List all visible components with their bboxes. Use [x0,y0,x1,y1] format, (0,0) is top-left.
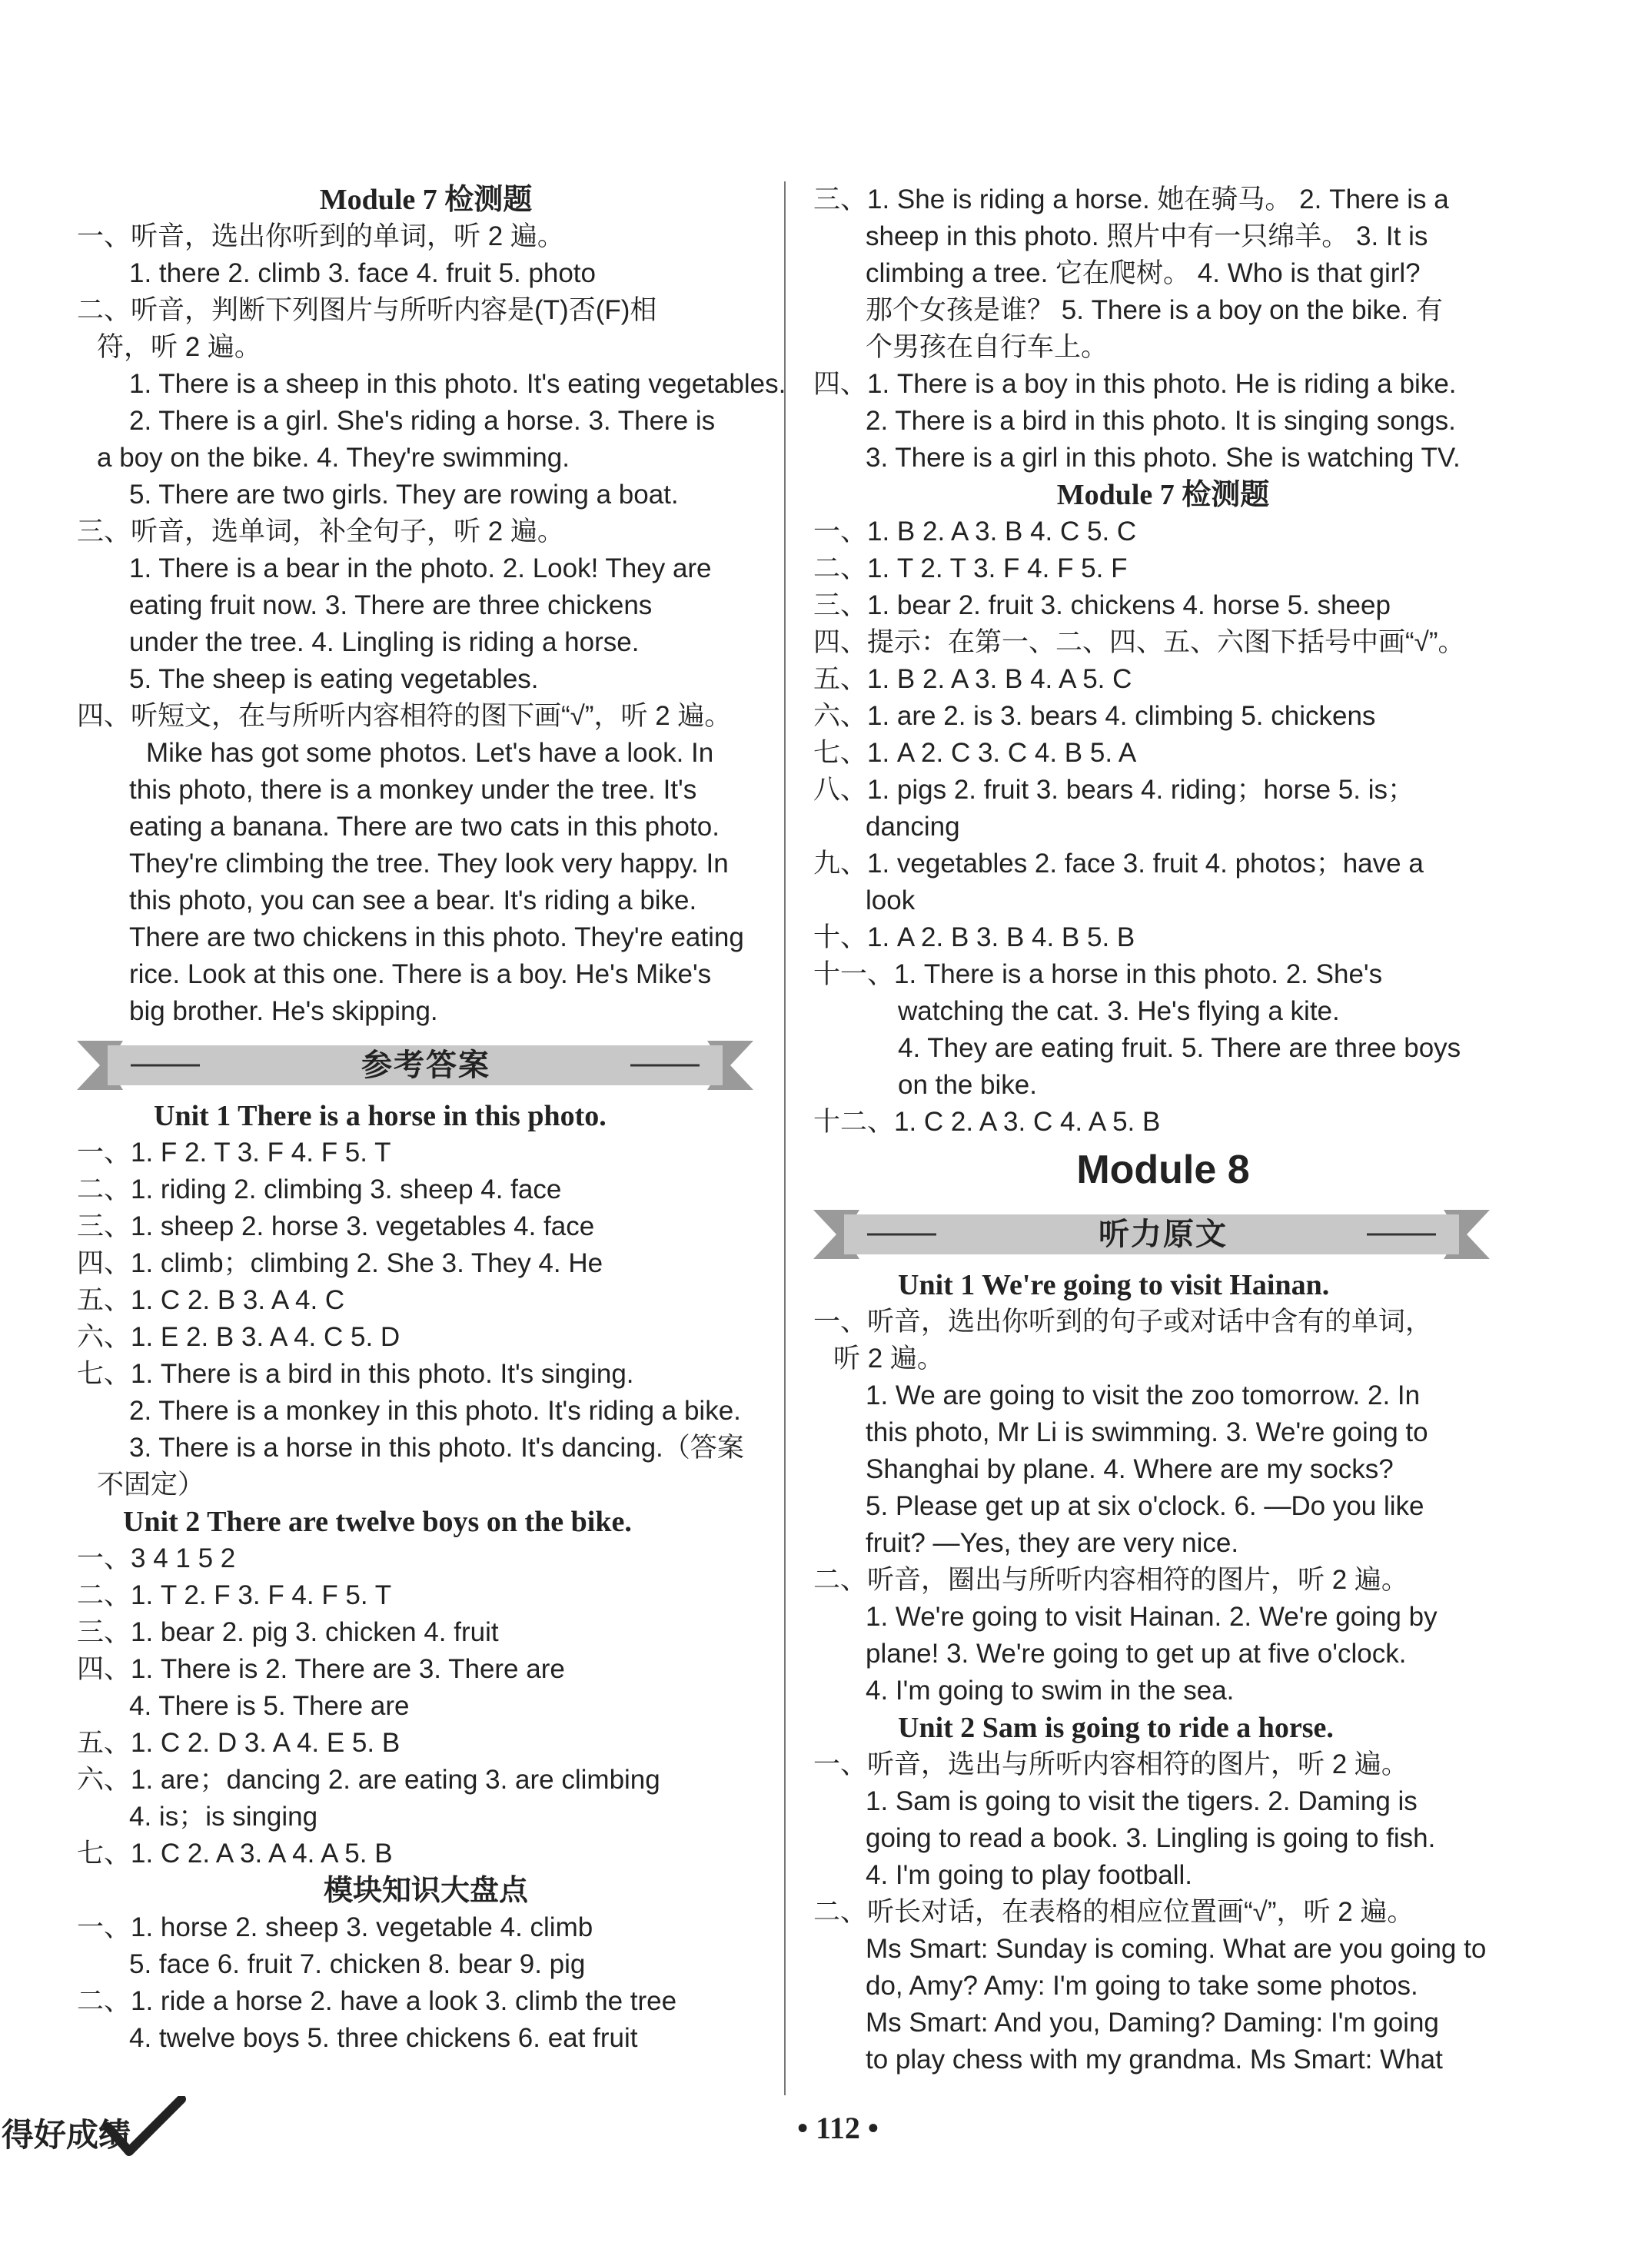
answer-line: 那个女孩是谁？ 5. There is a boy on the bike. 有 [866,295,1443,325]
passage-line: There are two chickens in this photo. They're eating [129,922,744,952]
listening-question: 二、听长对话，在表格的相应位置画“√”，听 2 遍。 [813,1897,1414,1927]
answers-banner [77,1038,775,1093]
column-divider [784,181,786,2095]
listening-line: 1. We're going to visit Hainan. 2. We're going by [866,1602,1438,1632]
listening-line: 4. I'm going to swim in the sea. [866,1676,1235,1706]
test-answer: 三、1. bear 2. fruit 3. chickens 4. horse 5. sheep [813,590,1391,620]
listening-line: 1. Sam is going to visit the tigers. 2. Daming is [866,1786,1418,1816]
unit2-answer: 二、1. T 2. F 3. F 4. F 5. T [77,1580,392,1610]
listening-line: this photo, Mr Li is swimming. 3. We're going to [866,1417,1428,1447]
test-answer: 四、提示：在第一、二、四、五、六图下括号中画“√”。 [813,627,1465,657]
question-4: 四、听短文，在与所听内容相符的图下画“√”，听 2 遍。 [77,701,732,731]
unit2-answer: 五、1. C 2. D 3. A 4. E 5. B [77,1728,401,1758]
question-3-line: under the tree. 4. Lingling is riding a horse. [129,627,640,657]
brand-logo [2,2110,131,2156]
listening-line: fruit? —Yes, they are very nice. [866,1528,1239,1558]
module8-heading: Module 8 [1076,1148,1250,1192]
unit1-answer: 二、1. riding 2. climbing 3. sheep 4. face [77,1174,562,1204]
question-1: 一、听音，选出你听到的单词，听 2 遍。 [77,221,564,251]
listening-line: 5. Please get up at six o'clock. 6. —Do you like [866,1491,1424,1521]
answer-line: 个男孩在自行车上。 [866,332,1109,362]
page-number: • 112 • [797,2111,879,2145]
question-2-line: 1. There is a sheep in this photo. It's eating vegetables. [129,369,786,399]
passage-line: this photo, you can see a bear. It's riding a bike. [129,885,697,915]
answer-line: 3. There is a girl in this photo. She is watching TV. [866,443,1461,473]
unit2-title: Unit 2 There are twelve boys on the bike. [123,1506,632,1538]
unit1-answer: 三、1. sheep 2. horse 3. vegetables 4. face [77,1211,595,1241]
passage-line: this photo, there is a monkey under the tree. It's [129,775,697,805]
passage-line: eating a banana. There are two cats in this photo. [129,812,720,842]
unit1-answer: 五、1. C 2. B 3. A 4. C [77,1285,345,1315]
passage-line: big brother. He's skipping. [129,996,438,1026]
question-2-line: 2. There is a girl. She's riding a horse. 3. There is [129,406,716,436]
question-3-line: 1. There is a bear in the photo. 2. Look! They are [129,553,712,583]
test-answer: 十一、1. There is a horse in this photo. 2. She's [813,959,1383,989]
test-answer: dancing [866,812,960,842]
unit1-answer: 2. There is a monkey in this photo. It's riding a bike. [129,1396,741,1426]
question-3: 三、听音，选单词，补全句子，听 2 遍。 [77,517,564,546]
listening-line: 4. I'm going to play football. [866,1860,1192,1890]
test-answer: 五、1. B 2. A 3. B 4. A 5. C [813,664,1132,694]
unit1-answer: 不固定） [97,1470,205,1500]
unit1-answer: 3. There is a horse in this photo. It's dancing.（答案 [129,1433,744,1463]
question-2-cont: 符，听 2 遍。 [97,332,261,362]
summary-title: 模块知识大盘点 [323,1875,528,1907]
test-answer: 十、1. A 2. B 3. B 4. B 5. B [813,922,1135,952]
unit1-answer: 六、1. E 2. B 3. A 4. C 5. D [77,1322,401,1352]
dialogue-line: Ms Smart: Sunday is coming. What are you going to [866,1934,1487,1964]
right-column [813,181,1513,2078]
unit1-answer: 一、1. F 2. T 3. F 4. F 5. T [77,1138,391,1168]
listening-line: plane! 3. We're going to get up at five o'clock. [866,1639,1407,1669]
question-3-line: eating fruit now. 3. There are three chickens [129,590,653,620]
unit2-answer: 七、1. C 2. A 3. A 4. A 5. B [77,1839,393,1869]
test-answer: 七、1. A 2. C 3. C 4. B 5. A [813,738,1137,768]
answer-line: 三、1. She is riding a horse. 她在骑马。 2. There is a [813,184,1449,214]
module8-unit1-title: Unit 1 We're going to visit Hainan. [898,1269,1330,1301]
summary-line: 二、1. ride a horse 2. have a look 3. climb the tree [77,1986,677,2016]
test-answer: 九、1. vegetables 2. face 3. fruit 4. photos；have a [813,849,1424,879]
unit2-answer: 六、1. are；dancing 2. are eating 3. are climbing [77,1765,660,1795]
question-2-line: 5. There are two girls. They are rowing a boat. [129,480,679,510]
passage-line: They're climbing the tree. They look very happy. In [129,849,729,879]
listening-banner [813,1207,1513,1262]
answer-line: climbing a tree. 它在爬树。 4. Who is that girl? [866,258,1421,288]
listening-banner-title: 听力原文 [1099,1218,1228,1251]
answer-line: 2. There is a bird in this photo. It is singing songs. [866,406,1456,436]
test-answer: watching the cat. 3. He's flying a kite. [898,996,1340,1026]
test-answer: look [866,885,916,915]
question-2: 二、听音，判断下列图片与所听内容是(T)否(F)相 [77,295,657,325]
dialogue-line: do, Amy? Amy: I'm going to take some photos. [866,1971,1418,2001]
unit2-answer: 一、3 4 1 5 2 [77,1543,236,1573]
checkmark-icon [101,2096,186,2158]
summary-line: 4. twelve boys 5. three chickens 6. eat fruit [129,2023,638,2053]
passage-line: Mike has got some photos. Let's have a look. In [146,738,714,768]
test-answer: 十二、1. C 2. A 3. C 4. A 5. B [813,1107,1161,1137]
summary-line: 5. face 6. fruit 7. chicken 8. bear 9. pig [129,1949,586,1979]
unit2-answer: 四、1. There is 2. There are 3. There are [77,1654,565,1684]
answer-line: 四、1. There is a boy in this photo. He is riding a bike. [813,369,1457,399]
listening-question: 一、听音，选出与所听内容相符的图片，听 2 遍。 [813,1749,1408,1779]
question-3-line: 5. The sheep is eating vegetables. [129,664,539,694]
listening-line: 1. We are going to visit the zoo tomorrow. 2. In [866,1380,1421,1410]
module7-test-title: Module 7 检测题 [319,184,533,216]
answers-banner-title: 参考答案 [361,1048,490,1082]
listening-question: 听 2 遍。 [833,1344,944,1374]
unit2-answer: 三、1. bear 2. pig 3. chicken 4. fruit [77,1617,499,1647]
test-answer: on the bike. [898,1070,1037,1100]
listening-question: 一、听音，选出你听到的句子或对话中含有的单词， [813,1307,1433,1337]
dialogue-line: Ms Smart: And you, Daming? Daming: I'm going [866,2008,1439,2038]
answer-line: sheep in this photo. 照片中有一只绵羊。 3. It is [866,221,1428,251]
question-1-words: 1. there 2. climb 3. face 4. fruit 5. photo [129,258,596,288]
question-2-line: a boy on the bike. 4. They're swimming. [97,443,570,473]
listening-line: Shanghai by plane. 4. Where are my socks? [866,1454,1394,1484]
test-answer: 一、1. B 2. A 3. B 4. C 5. C [813,517,1137,546]
left-column [77,181,786,2057]
listening-line: going to read a book. 3. Lingling is going to fish. [866,1823,1436,1853]
unit2-answer: 4. is；is singing [129,1802,318,1832]
test-answer: 八、1. pigs 2. fruit 3. bears 4. riding；horse 5. is； [813,775,1414,805]
listening-question: 二、听音，圈出与所听内容相符的图片，听 2 遍。 [813,1565,1408,1595]
test-answer: 六、1. are 2. is 3. bears 4. climbing 5. chickens [813,701,1376,731]
unit2-answer: 4. There is 5. There are [129,1691,410,1721]
unit1-answer: 七、1. There is a bird in this photo. It's singing. [77,1359,634,1389]
passage-line: rice. Look at this one. There is a boy. He's Mike's [129,959,712,989]
module7-test-answers-title: Module 7 检测题 [1056,479,1270,511]
module8-unit2-title: Unit 2 Sam is going to ride a horse. [898,1712,1334,1744]
unit1-answer: 四、1. climb；climbing 2. She 3. They 4. He [77,1248,603,1278]
summary-line: 一、1. horse 2. sheep 3. vegetable 4. climb [77,1912,593,1942]
brand-text: 得好成绩 [2,2117,131,2153]
dialogue-line: to play chess with my grandma. Ms Smart: What [866,2045,1443,2075]
test-answer: 二、1. T 2. T 3. F 4. F 5. F [813,553,1128,583]
unit1-title: Unit 1 There is a horse in this photo. [154,1100,607,1132]
test-answer: 4. They are eating fruit. 5. There are three boys [898,1033,1461,1063]
